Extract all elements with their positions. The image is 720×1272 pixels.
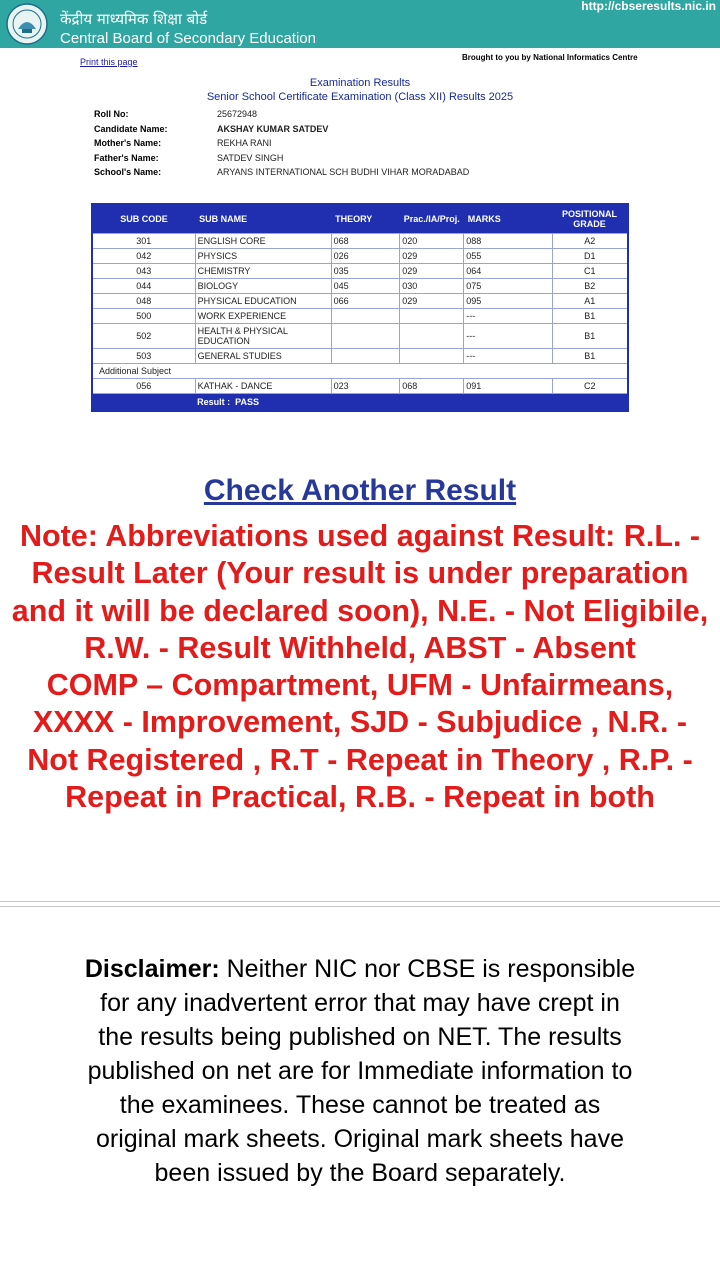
result-cell bbox=[195, 394, 628, 412]
hindi-title: केंद्रीय माध्यमिक शिक्षा बोर्ड bbox=[60, 10, 208, 28]
mother-name-label: Mother's Name: bbox=[94, 138, 162, 148]
cell-code: 042 bbox=[92, 249, 195, 264]
cell-code: 500 bbox=[92, 309, 195, 324]
table-row bbox=[92, 234, 628, 249]
table-row bbox=[92, 279, 628, 294]
cell-name: BIOLOGY bbox=[195, 279, 331, 294]
candidate-details bbox=[94, 107, 720, 180]
cell-prac: 029 bbox=[400, 249, 464, 264]
cell-marks: 075 bbox=[464, 279, 552, 294]
table-row bbox=[92, 379, 628, 394]
exam-subtitle: Senior School Certificate Examination (Class XII) Results 2025 bbox=[206, 91, 514, 103]
cell-marks: --- bbox=[464, 349, 552, 364]
cell-theory: 026 bbox=[331, 249, 400, 264]
header-sub-name: SUB NAME bbox=[195, 204, 331, 234]
cell-name: CHEMISTRY bbox=[195, 264, 331, 279]
cell-marks: 095 bbox=[464, 294, 552, 309]
cell-name: ENGLISH CORE bbox=[195, 234, 331, 249]
cell-marks: 055 bbox=[464, 249, 552, 264]
table-row bbox=[92, 294, 628, 309]
additional-subject-row bbox=[92, 364, 628, 379]
cell-grade: C2 bbox=[552, 379, 628, 394]
disclaimer-text: Neither NIC nor CBSE is responsible for any inadvertent error that may have crept in the results being published on NET. The results published on net are for Immediate information to the examinees. These cannot be treated as original mark sheets. Original mark sheets have been issued by the Board separately. bbox=[87, 955, 636, 1187]
cell-code: 043 bbox=[92, 264, 195, 279]
table-row bbox=[92, 264, 628, 279]
cell-name: PHYSICS bbox=[195, 249, 331, 264]
roll-value: 25672948 bbox=[217, 109, 258, 119]
cell-prac bbox=[400, 349, 464, 364]
header-marks: MARKS bbox=[464, 204, 552, 234]
candidate-name-value: AKSHAY KUMAR SATDEV bbox=[217, 123, 329, 134]
site-url[interactable]: http://cbseresults.nic.in bbox=[581, 0, 716, 13]
cell-name: GENERAL STUDIES bbox=[195, 349, 331, 364]
cell-code: 048 bbox=[92, 294, 195, 309]
cell-prac: 029 bbox=[400, 264, 464, 279]
cell-theory bbox=[331, 309, 400, 324]
note-paragraph-1: Note: Abbreviations used against Result: R.L. - Result Later (Your result is under preparation and it will be declared soon), N.E. - Not Eligibile, R.W. - Result Withheld, ABST - Absent bbox=[11, 519, 709, 665]
cell-grade: B1 bbox=[552, 309, 628, 324]
abbreviations-note bbox=[4, 518, 716, 816]
school-name-value: ARYANS INTERNATIONAL SCH BUDHI VIHAR MORADABAD bbox=[217, 167, 470, 177]
site-header bbox=[0, 0, 720, 48]
cell-theory: 023 bbox=[331, 379, 400, 394]
cell-prac bbox=[400, 324, 464, 349]
header-theory: THEORY bbox=[331, 204, 400, 234]
table-row bbox=[92, 324, 628, 349]
section-divider bbox=[0, 901, 720, 907]
cell-code: 056 bbox=[92, 379, 195, 394]
cell-grade: A2 bbox=[552, 234, 628, 249]
cell-name: PHYSICAL EDUCATION bbox=[195, 294, 331, 309]
cell-grade: B1 bbox=[552, 349, 628, 364]
board-title: Central Board of Secondary Education bbox=[60, 30, 316, 47]
cell-prac: 030 bbox=[400, 279, 464, 294]
table-row bbox=[92, 309, 628, 324]
result-value: PASS bbox=[235, 397, 259, 407]
cell-name: HEALTH & PHYSICAL EDUCATION bbox=[195, 324, 331, 349]
result-spacer bbox=[92, 394, 195, 412]
cell-grade: A1 bbox=[552, 294, 628, 309]
cell-marks: 064 bbox=[464, 264, 552, 279]
result-row bbox=[92, 394, 628, 412]
father-name-value: SATDEV SINGH bbox=[217, 152, 284, 163]
check-another-result-link[interactable]: Check Another Result bbox=[203, 474, 517, 507]
header-grade: POSITIONAL GRADE bbox=[552, 204, 628, 234]
cell-code: 301 bbox=[92, 234, 195, 249]
cell-grade: B1 bbox=[552, 324, 628, 349]
cell-prac bbox=[400, 309, 464, 324]
additional-subject-label: Additional Subject bbox=[92, 364, 628, 379]
cell-grade: C1 bbox=[552, 264, 628, 279]
cell-marks: 091 bbox=[464, 379, 552, 394]
exam-title: Examination Results bbox=[309, 77, 411, 89]
exam-heading bbox=[0, 76, 720, 104]
disclaimer bbox=[80, 952, 640, 1190]
table-header-row bbox=[92, 204, 628, 234]
cell-marks: --- bbox=[464, 324, 552, 349]
brought-by-text: Brought to you by National Informatics Centre bbox=[462, 53, 638, 62]
father-name-label: Father's Name: bbox=[94, 152, 159, 163]
cell-marks: 088 bbox=[464, 234, 552, 249]
cell-name: WORK EXPERIENCE bbox=[195, 309, 331, 324]
cell-theory: 068 bbox=[331, 234, 400, 249]
cell-grade: D1 bbox=[552, 249, 628, 264]
school-name-label: School's Name: bbox=[94, 167, 162, 177]
cell-prac: 029 bbox=[400, 294, 464, 309]
cell-theory bbox=[331, 349, 400, 364]
cell-theory: 066 bbox=[331, 294, 400, 309]
note-paragraph-2: COMP – Compartment, UFM - Unfairmeans, XXXX - Improvement, SJD - Subjudice , N.R. - Not Registered , R.T - Repeat in Theory , R.P. - Repeat in Practical, R.B. - Repeat in both bbox=[27, 668, 693, 815]
header-practical: Prac./IA/Proj. bbox=[400, 204, 464, 234]
cell-theory: 035 bbox=[331, 264, 400, 279]
cell-code: 044 bbox=[92, 279, 195, 294]
mother-name-value: REKHA RANI bbox=[217, 138, 272, 148]
cell-theory: 045 bbox=[331, 279, 400, 294]
marks-table bbox=[91, 203, 629, 412]
cell-grade: B2 bbox=[552, 279, 628, 294]
top-bar bbox=[0, 48, 720, 68]
cell-theory bbox=[331, 324, 400, 349]
table-row bbox=[92, 349, 628, 364]
header-sub-code: SUB CODE bbox=[92, 204, 195, 234]
cell-name: KATHAK - DANCE bbox=[195, 379, 331, 394]
cell-prac: 020 bbox=[400, 234, 464, 249]
cell-prac: 068 bbox=[400, 379, 464, 394]
cell-code: 503 bbox=[92, 349, 195, 364]
cell-code: 502 bbox=[92, 324, 195, 349]
disclaimer-label: Disclaimer: bbox=[84, 955, 220, 983]
print-page-link[interactable]: Print this page bbox=[80, 57, 138, 67]
cell-marks: --- bbox=[464, 309, 552, 324]
result-label: Result : bbox=[197, 397, 231, 407]
table-row bbox=[92, 249, 628, 264]
roll-label: Roll No: bbox=[94, 109, 129, 119]
candidate-name-label: Candidate Name: bbox=[94, 123, 168, 134]
cbse-emblem-icon bbox=[6, 3, 48, 45]
